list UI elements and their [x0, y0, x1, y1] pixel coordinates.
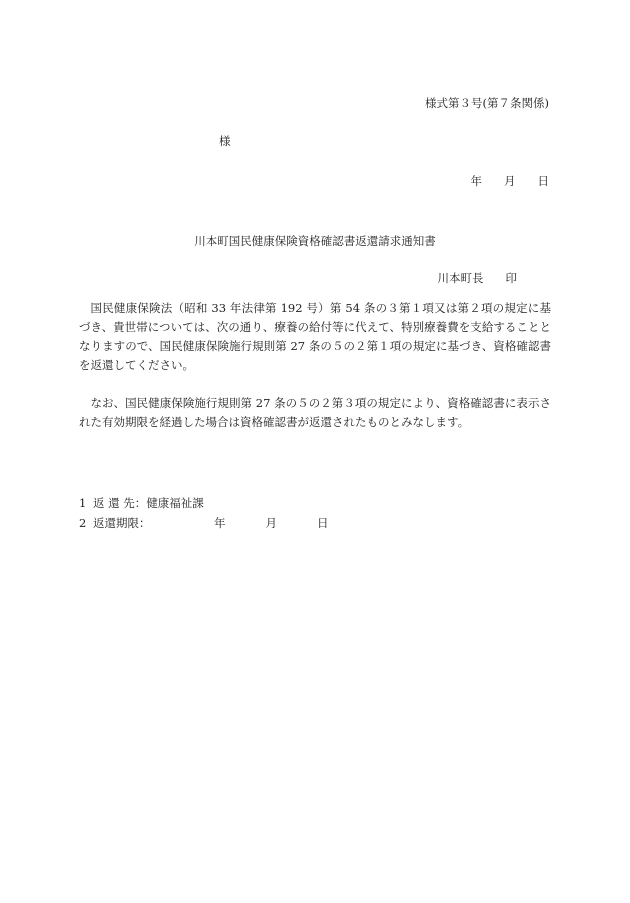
addressee-suffix: 様	[219, 134, 231, 148]
body-paragraph-2: なお、国民健康保険施行規則第 27 条の５の２第３項の規定により、資格確認書に表示された有効期限を経過した場合は資格確認書が返還されたものとみなします。	[79, 396, 551, 429]
return-destination-row	[79, 493, 329, 513]
deadline-year: 年	[214, 516, 226, 530]
return-destination-number: 1	[79, 496, 87, 510]
date-day: 日	[537, 174, 549, 188]
date-month: 月	[504, 174, 516, 188]
date-year: 年	[470, 174, 482, 188]
return-deadline-label: 返還期限：	[93, 516, 151, 530]
issuer	[438, 270, 518, 286]
deadline-month: 月	[265, 516, 277, 530]
return-info	[79, 493, 329, 533]
return-destination-value: 健康福祉課	[146, 496, 204, 510]
return-destination-label: 返 還 先：	[93, 496, 147, 510]
body-paragraph-1: 国民健康保険法（昭和 33 年法律第 192 号）第 54 条の３第１項又は第２項の規定に基づき、貴世帯については、次の通り、療養の給付等に代えて、特別療養費を支給することとなりますので、国民健康保険施行規則第 27 条の５の２第１項の規定に基づき、資格確認書を返還してください。	[79, 301, 551, 372]
date-line	[471, 173, 550, 189]
issuer-name: 川本町長	[437, 271, 484, 285]
form-number: 様式第３号(第７条関係)	[425, 96, 549, 110]
return-deadline-row	[79, 513, 329, 533]
document-title: 川本町国民健康保険資格確認書返還請求通知書	[194, 234, 436, 248]
issuer-seal: 印	[505, 271, 517, 285]
deadline-day: 日	[317, 516, 329, 530]
return-deadline-number: 2	[79, 516, 87, 530]
